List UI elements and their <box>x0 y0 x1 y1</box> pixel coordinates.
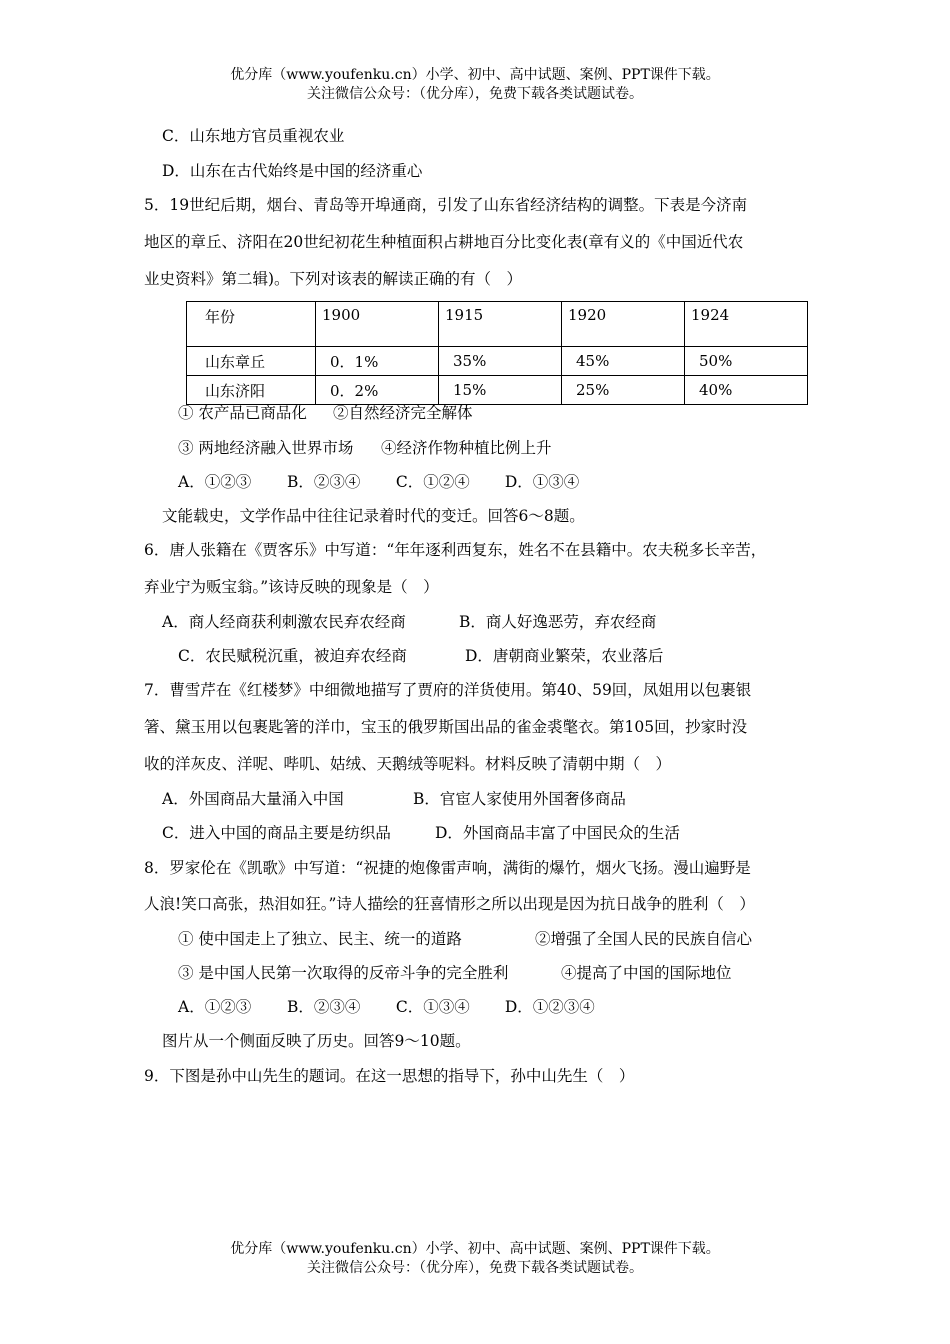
q6-options-row-1 <box>162 611 656 633</box>
table-header-cell: 1900 <box>316 302 439 347</box>
table-row <box>187 347 808 376</box>
q6-option-c: C．农民赋税沉重，被迫弃农经商 <box>178 647 407 665</box>
q7-stem-line-2: 箸、黛玉用以包裹匙箸的洋巾，宝玉的俄罗斯国出品的雀金裘氅衣。第105回，抄家时没 <box>144 718 748 736</box>
page-footer <box>0 1240 950 1278</box>
q5-items-row-1 <box>178 402 472 424</box>
table-cell: 40% <box>685 376 808 405</box>
q4-option-d: D．山东在古代始终是中国的经济重心 <box>162 162 423 180</box>
q8-stem-line-2: 人浪!笑口高张，热泪如狂。”诗人描绘的狂喜情形之所以出现是因为抗日战争的胜利（ ） <box>144 895 755 913</box>
q5-data-table <box>186 301 808 405</box>
q8-item-1: ① 使中国走上了独立、民主、统一的道路 <box>178 930 462 948</box>
q8-item-3: ③ 是中国人民第一次取得的反帝斗争的完全胜利 <box>178 964 509 982</box>
q6-options-row-2 <box>178 645 663 667</box>
q6-stem-line-1: 6．唐人张籍在《贾客乐》中写道：“年年逐利西复东，姓名不在县籍中。农夫税多长辛苦， <box>144 541 767 559</box>
q8-items-row-1 <box>178 928 752 950</box>
q8-option-d: D．①②③④ <box>504 998 595 1016</box>
q6-option-d: D．唐朝商业繁荣，农业落后 <box>464 647 664 665</box>
page-header <box>0 66 950 104</box>
q7-options-row-1 <box>162 788 626 810</box>
q5-stem-line-1: 5．19世纪后期，烟台、青岛等开埠通商，引发了山东省经济结构的调整。下表是今济南 <box>144 196 748 214</box>
q5-item-3: ③ 两地经济融入世界市场 <box>178 439 354 457</box>
q5-stem-line-2: 地区的章丘、济阳在20世纪初花生种植面积占耕地百分比变化表(章有义的《中国近代农 <box>144 233 744 251</box>
table-header-cell: 1924 <box>685 302 808 347</box>
table-cell: 50% <box>685 347 808 376</box>
intro-6-8: 文能载史，文学作品中往往记录着时代的变迁。回答6～8题。 <box>162 507 585 525</box>
q7-option-c: C．进入中国的商品主要是纺织品 <box>162 824 391 842</box>
q9-stem-line-1: 9．下图是孙中山先生的题词。在这一思想的指导下，孙中山先生（ ） <box>144 1067 635 1085</box>
q8-stem-line-1: 8．罗家伦在《凯歌》中写道：“祝捷的炮像雷声响，满街的爆竹，烟火飞扬。漫山遍野是 <box>144 859 751 877</box>
q5-item-1: ① 农产品已商品化 <box>178 404 307 422</box>
q8-items-row-2 <box>178 962 731 984</box>
q7-options-row-2 <box>162 822 680 844</box>
table-header-row <box>187 302 808 347</box>
q8-option-c: C．①③④ <box>395 998 470 1016</box>
q8-option-b: B．②③④ <box>286 998 361 1016</box>
footer-line-2: 关注微信公众号：（优分库），免费下载各类试题试卷。 <box>307 1260 643 1276</box>
q4-option-c: C．山东地方官员重视农业 <box>162 127 345 145</box>
table-header-cell: 年份 <box>187 302 316 347</box>
table-row <box>187 376 808 405</box>
q5-item-2: ②自然经济完全解体 <box>332 404 473 422</box>
q8-item-4: ④提高了中国的国际地位 <box>560 964 732 982</box>
table-cell: 0．2% <box>316 376 439 405</box>
q5-items-row-2 <box>178 437 551 459</box>
intro-9-10: 图片从一个侧面反映了历史。回答9～10题。 <box>162 1032 471 1050</box>
q5-option-b: B．②③④ <box>286 473 361 491</box>
q7-option-d: D．外国商品丰富了中国民众的生活 <box>434 824 680 842</box>
table-cell: 45% <box>562 347 685 376</box>
footer-line-1: 优分库（www.youfenku.cn）小学、初中、高中试题、案例、PPT课件下载。 <box>230 1241 720 1257</box>
q7-option-a: A．外国商品大量涌入中国 <box>162 790 344 808</box>
q5-stem-line-3: 业史资料》第二辑)。下列对该表的解读正确的有（ ） <box>144 270 523 288</box>
q5-option-c: C．①②④ <box>395 473 470 491</box>
q6-option-b: B．商人好逸恶劳，弃农经商 <box>458 613 657 631</box>
q6-option-a: A．商人经商获利刺激农民弃农经商 <box>162 613 406 631</box>
q5-option-a: A．①②③ <box>178 473 252 491</box>
q8-item-2: ②增强了全国人民的民族自信心 <box>534 930 752 948</box>
q8-options <box>178 996 595 1018</box>
table-cell: 35% <box>439 347 562 376</box>
q8-option-a: A．①②③ <box>178 998 252 1016</box>
q5-item-4: ④经济作物种植比例上升 <box>380 439 552 457</box>
header-line-1: 优分库（www.youfenku.cn）小学、初中、高中试题、案例、PPT课件下载。 <box>230 67 720 83</box>
q6-stem-line-2: 弃业宁为贩宝翁。”该诗反映的现象是（ ） <box>144 578 439 596</box>
table-header-cell: 1915 <box>439 302 562 347</box>
table-header-cell: 1920 <box>562 302 685 347</box>
table-cell: 山东章丘 <box>187 347 316 376</box>
table-cell: 15% <box>439 376 562 405</box>
q7-stem-line-3: 收的洋灰皮、洋呢、哔叽、姑绒、天鹅绒等呢料。材料反映了清朝中期（ ） <box>144 755 672 773</box>
q5-options <box>178 471 579 493</box>
table-cell: 25% <box>562 376 685 405</box>
table-cell: 0．1% <box>316 347 439 376</box>
q7-option-b: B．官宦人家使用外国奢侈商品 <box>412 790 626 808</box>
table-cell: 山东济阳 <box>187 376 316 405</box>
q7-stem-line-1: 7．曹雪芹在《红楼梦》中细微地描写了贾府的洋货使用。第40、59回，凤姐用以包裹银 <box>144 681 752 699</box>
q5-option-d: D．①③④ <box>504 473 580 491</box>
header-line-2: 关注微信公众号：（优分库），免费下载各类试题试卷。 <box>307 86 643 102</box>
